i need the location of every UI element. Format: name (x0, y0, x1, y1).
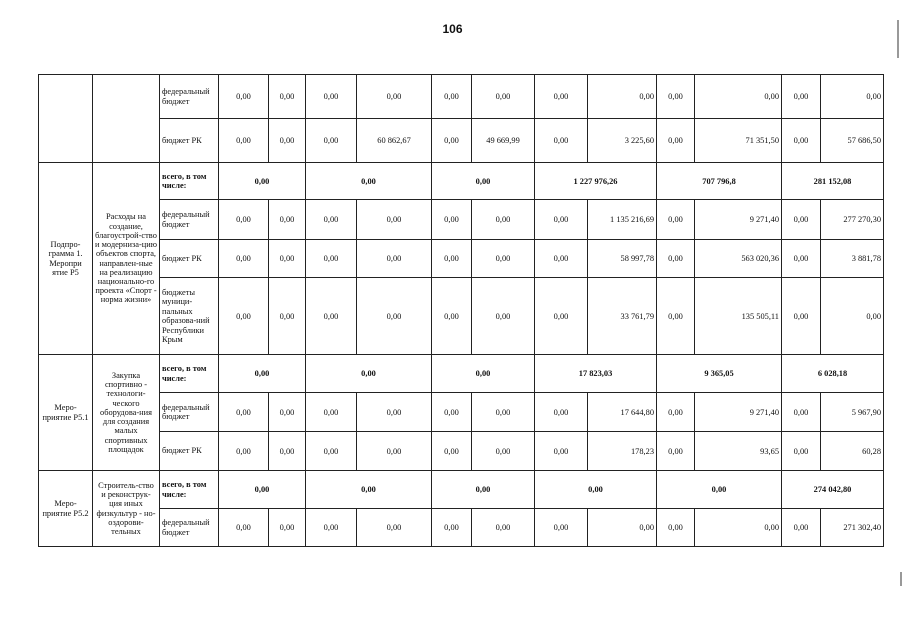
value-cell: 0,00 (269, 509, 306, 547)
value-cell: 0,00 (782, 509, 821, 547)
value-cell: 0,00 (535, 75, 588, 119)
value-cell: 0,00 (219, 393, 269, 432)
value-cell: 17 823,03 (535, 355, 657, 393)
value-cell: 0,00 (269, 200, 306, 240)
value-cell: 0,00 (782, 432, 821, 471)
budget-table (38, 74, 905, 547)
scan-edge-mark-bottom (900, 572, 902, 586)
funding-source-cell: федеральный бюджет (160, 509, 219, 547)
value-cell: 0,00 (657, 75, 695, 119)
value-cell: 60,28 (821, 432, 884, 471)
table-row-total (39, 471, 905, 509)
value-cell: 0,00 (657, 393, 695, 432)
funding-source-cell: бюджет РК (160, 240, 219, 278)
value-cell: 0,00 (306, 278, 357, 355)
value-cell: 0,00 (269, 240, 306, 278)
value-cell: 0,00 (535, 240, 588, 278)
value-cell: 0,00 (782, 200, 821, 240)
value-cell: 0,00 (219, 119, 269, 163)
table-row (39, 240, 905, 278)
table-row (39, 393, 905, 432)
value-cell: 0,00 (821, 75, 884, 119)
measure-description-cell: Строитель-ство и реконструк-ция иных физкультур - но- оздорови-тельных (93, 471, 160, 547)
value-cell: 274 042,80 (782, 471, 884, 509)
value-cell: 0,00 (657, 200, 695, 240)
value-cell: 563 020,36 (695, 240, 782, 278)
measure-description-cell (93, 75, 160, 163)
value-cell: 9 271,40 (695, 200, 782, 240)
value-cell: 3 225,60 (588, 119, 657, 163)
measure-description-cell: Расходы на создание, благоустрой-ство и модерниза-цию объектов спорта, направлен-ные на реализацию национально-го проекта «Спорт - норма жизни» (93, 163, 160, 355)
value-cell: 0,00 (306, 75, 357, 119)
measure-description-cell: Закупка спортивно - технологи-ческого оборудова-ния для создания малых спортивных площадок (93, 355, 160, 471)
funding-source-cell: всего, в том числе: (160, 163, 219, 200)
value-cell: 3 881,78 (821, 240, 884, 278)
value-cell: 0,00 (432, 240, 472, 278)
measure-name-cell: Подпро-грамма 1. Меропри ятие Р5 (39, 163, 93, 355)
value-cell: 0,00 (219, 509, 269, 547)
funding-source-cell: федеральный бюджет (160, 75, 219, 119)
value-cell: 0,00 (357, 509, 432, 547)
value-cell: 0,00 (695, 75, 782, 119)
funding-source-cell: федеральный бюджет (160, 393, 219, 432)
value-cell: 0,00 (535, 119, 588, 163)
value-cell: 0,00 (432, 163, 535, 200)
value-cell: 0,00 (695, 509, 782, 547)
value-cell: 17 644,80 (588, 393, 657, 432)
table-row (39, 509, 905, 547)
value-cell: 0,00 (657, 509, 695, 547)
value-cell: 0,00 (219, 240, 269, 278)
value-cell: 0,00 (535, 432, 588, 471)
value-cell: 9 271,40 (695, 393, 782, 432)
measure-name-cell: Меро-приятие Р5.1 (39, 355, 93, 471)
value-cell: 0,00 (219, 75, 269, 119)
value-cell: 0,00 (782, 75, 821, 119)
value-cell: 0,00 (269, 432, 306, 471)
value-cell: 0,00 (306, 200, 357, 240)
funding-source-cell: бюджет РК (160, 432, 219, 471)
value-cell: 0,00 (269, 393, 306, 432)
value-cell: 0,00 (535, 200, 588, 240)
value-cell: 0,00 (432, 432, 472, 471)
value-cell: 33 761,79 (588, 278, 657, 355)
value-cell: 0,00 (219, 355, 306, 393)
value-cell: 58 997,78 (588, 240, 657, 278)
value-cell: 0,00 (357, 240, 432, 278)
measure-name-cell (39, 75, 93, 163)
value-cell: 0,00 (657, 432, 695, 471)
page-number: 106 (442, 22, 463, 36)
value-cell: 6 028,18 (782, 355, 884, 393)
value-cell: 0,00 (657, 278, 695, 355)
funding-source-cell: бюджеты муници-пальных образова-ний Республики Крым (160, 278, 219, 355)
value-cell: 0,00 (432, 278, 472, 355)
value-cell: 281 152,08 (782, 163, 884, 200)
funding-source-cell: всего, в том числе: (160, 471, 219, 509)
value-cell: 5 967,90 (821, 393, 884, 432)
value-cell: 0,00 (306, 509, 357, 547)
value-cell: 60 862,67 (357, 119, 432, 163)
value-cell: 0,00 (535, 278, 588, 355)
value-cell: 0,00 (782, 240, 821, 278)
value-cell: 49 669,99 (472, 119, 535, 163)
value-cell: 0,00 (357, 200, 432, 240)
table-row-total (39, 163, 905, 200)
value-cell: 0,00 (269, 119, 306, 163)
value-cell: 0,00 (535, 393, 588, 432)
table-row (39, 75, 905, 119)
value-cell: 0,00 (472, 432, 535, 471)
value-cell: 0,00 (472, 393, 535, 432)
value-cell: 0,00 (306, 163, 432, 200)
value-cell: 93,65 (695, 432, 782, 471)
table-row-total (39, 355, 905, 393)
value-cell: 0,00 (219, 432, 269, 471)
value-cell: 0,00 (821, 278, 884, 355)
scan-edge-mark-top (897, 20, 899, 58)
value-cell: 0,00 (782, 393, 821, 432)
value-cell: 0,00 (432, 393, 472, 432)
value-cell: 0,00 (432, 355, 535, 393)
value-cell: 0,00 (357, 278, 432, 355)
value-cell: 0,00 (472, 200, 535, 240)
value-cell: 71 351,50 (695, 119, 782, 163)
table-row (39, 278, 905, 355)
value-cell: 0,00 (657, 471, 782, 509)
value-cell: 0,00 (588, 509, 657, 547)
value-cell: 0,00 (269, 75, 306, 119)
value-cell: 0,00 (306, 355, 432, 393)
value-cell: 0,00 (432, 200, 472, 240)
funding-source-cell: бюджет РК (160, 119, 219, 163)
value-cell: 0,00 (657, 119, 695, 163)
value-cell: 0,00 (588, 75, 657, 119)
funding-source-cell: федеральный бюджет (160, 200, 219, 240)
value-cell: 1 227 976,26 (535, 163, 657, 200)
value-cell: 0,00 (472, 278, 535, 355)
value-cell: 135 505,11 (695, 278, 782, 355)
value-cell: 0,00 (432, 471, 535, 509)
value-cell: 178,23 (588, 432, 657, 471)
value-cell: 0,00 (219, 163, 306, 200)
table-row (39, 119, 905, 163)
measure-name-cell: Меро-приятие Р5.2 (39, 471, 93, 547)
table-row (39, 200, 905, 240)
value-cell: 0,00 (782, 278, 821, 355)
table-row (39, 432, 905, 471)
value-cell: 0,00 (535, 509, 588, 547)
value-cell: 0,00 (219, 200, 269, 240)
value-cell: 0,00 (269, 278, 306, 355)
value-cell: 0,00 (306, 119, 357, 163)
value-cell: 0,00 (472, 75, 535, 119)
value-cell: 0,00 (219, 471, 306, 509)
value-cell: 0,00 (357, 432, 432, 471)
value-cell: 0,00 (306, 432, 357, 471)
value-cell: 0,00 (219, 278, 269, 355)
value-cell: 0,00 (657, 240, 695, 278)
funding-source-cell: всего, в том числе: (160, 355, 219, 393)
value-cell: 1 135 216,69 (588, 200, 657, 240)
value-cell: 0,00 (306, 393, 357, 432)
value-cell: 271 302,40 (821, 509, 884, 547)
value-cell: 0,00 (782, 119, 821, 163)
value-cell: 0,00 (472, 509, 535, 547)
value-cell: 0,00 (472, 240, 535, 278)
value-cell: 57 686,50 (821, 119, 884, 163)
value-cell: 277 270,30 (821, 200, 884, 240)
value-cell: 0,00 (357, 393, 432, 432)
value-cell: 0,00 (432, 509, 472, 547)
value-cell: 0,00 (432, 75, 472, 119)
value-cell: 0,00 (306, 471, 432, 509)
value-cell: 0,00 (432, 119, 472, 163)
value-cell: 0,00 (306, 240, 357, 278)
value-cell: 0,00 (535, 471, 657, 509)
value-cell: 707 796,8 (657, 163, 782, 200)
value-cell: 9 365,05 (657, 355, 782, 393)
value-cell: 0,00 (357, 75, 432, 119)
